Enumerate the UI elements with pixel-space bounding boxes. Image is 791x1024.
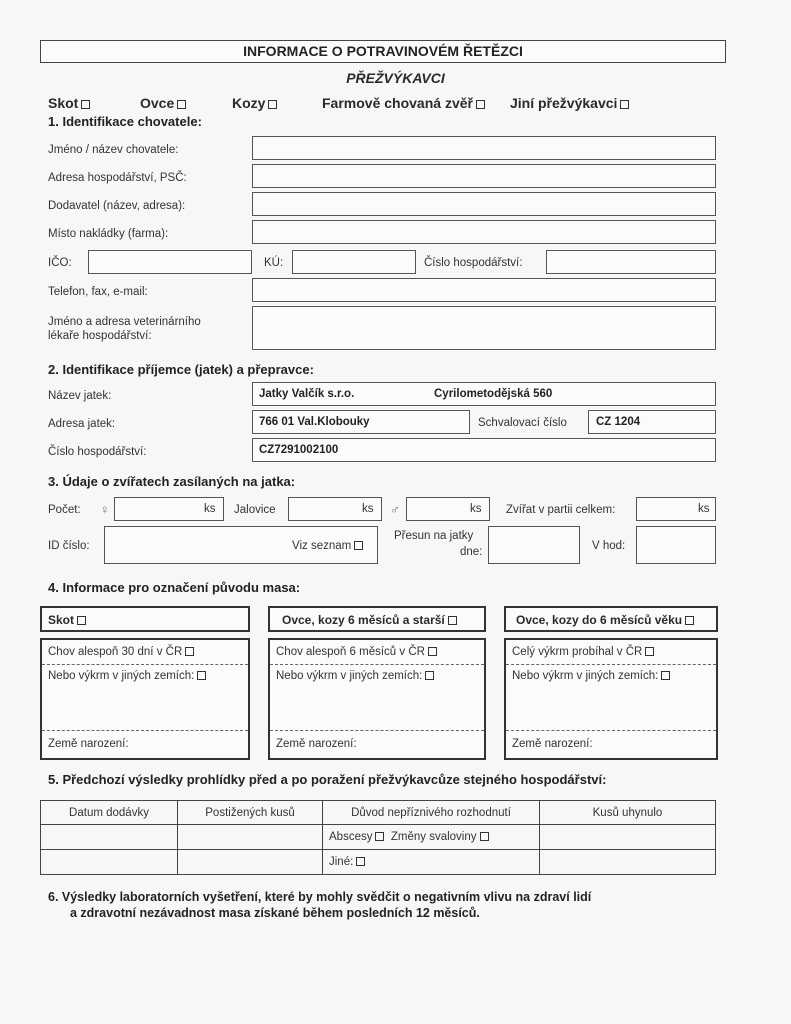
cattle-divider-2 (42, 730, 248, 731)
farm-address-label: Adresa hospodářství, PSČ: (48, 172, 187, 184)
heifers-label: Jalovice (234, 504, 276, 516)
checkbox-farm-game[interactable] (476, 100, 485, 109)
approval-number-label: Schvalovací číslo (478, 417, 567, 429)
col-delivery-date: Datum dodávky (41, 801, 178, 825)
contact-field[interactable] (252, 278, 716, 302)
hour-label: V hod: (592, 540, 626, 552)
checkbox-ovce[interactable] (177, 100, 186, 109)
id-number-label: ID číslo: (48, 540, 90, 552)
loading-place-label: Místo nakládky (farma): (48, 228, 169, 240)
cell-reason-1: Abscesy Změny svaloviny (323, 825, 540, 850)
cell-affected-2[interactable] (178, 850, 323, 875)
sheep-young-other-countries[interactable]: Nebo výkrm v jiných zemích: (512, 670, 670, 682)
supplier-label: Dodavatel (název, adresa): (48, 200, 186, 212)
animal-ovce[interactable]: Ovce (140, 95, 186, 111)
checkbox-sheep-older[interactable] (448, 616, 457, 625)
checkbox-sheep-older-6months[interactable] (428, 647, 437, 656)
breeder-name-label: Jméno / název chovatele: (48, 144, 179, 156)
female-ks-unit: ks (204, 503, 216, 515)
form-title: INFORMACE O POTRAVINOVÉM ŘETĚZCI (243, 43, 523, 59)
sheep-young-divider-2 (506, 730, 716, 731)
slaughterhouse-name-value: Jatky Valčík s.r.o. (259, 388, 355, 400)
contact-label: Telefon, fax, e-mail: (48, 286, 148, 298)
sheep-young-line1[interactable]: Celý výkrm probíhal v ČR (512, 646, 654, 658)
slaughterhouse-name-label: Název jatek: (48, 390, 112, 402)
table-header-row (41, 801, 716, 825)
cell-reason-2: Jiné: (323, 850, 540, 875)
sheep-older-divider-1 (270, 664, 484, 665)
checkbox-sheep-young[interactable] (685, 616, 694, 625)
checkbox-other[interactable] (620, 100, 629, 109)
cell-died-2[interactable] (540, 850, 716, 875)
sheep-older-title[interactable]: Ovce, kozy 6 měsíců a starší (282, 613, 457, 627)
sheep-older-line1[interactable]: Chov alespoň 6 měsíců v ČR (276, 646, 437, 658)
approval-number-value: CZ 1204 (596, 416, 641, 428)
slaughterhouse-address-value: 766 01 Val.Klobouky (259, 416, 370, 428)
total-animals-label: Zvířat v partii celkem: (506, 504, 616, 516)
animal-farm-game[interactable]: Farmově chovaná zvěř (322, 95, 485, 111)
vet-label-line2: lékaře hospodářství: (48, 330, 152, 342)
checkbox-skot[interactable] (81, 100, 90, 109)
sheep-young-birth-country: Země narození: (512, 738, 593, 750)
cattle-birth-country: Země narození: (48, 738, 129, 750)
animal-skot[interactable]: Skot (48, 95, 90, 111)
slaughterhouse-address-label: Adresa jatek: (48, 418, 116, 430)
farm-number-label: Číslo hospodářství: (424, 257, 523, 269)
checkbox-sheep-young-full[interactable] (645, 647, 654, 656)
checkbox-sheep-young-other[interactable] (661, 671, 670, 680)
ku-label: KÚ: (264, 257, 284, 269)
sheep-young-title-box (504, 606, 718, 632)
section-3-heading: 3. Údaje o zvířatech zasílaných na jatka: (48, 474, 296, 489)
sheep-older-birth-country: Země narození: (276, 738, 357, 750)
sheep-older-title-box (268, 606, 486, 632)
loading-place-field[interactable] (252, 220, 716, 244)
section-6-line1: 6. Výsledky laboratorních vyšetření, které by mohly svědčit o negativním vlivu na zdraví lidí (48, 890, 592, 904)
ku-field[interactable] (292, 250, 416, 274)
form-subtitle: PŘEŽVÝKAVCI (346, 70, 445, 86)
table-row (41, 850, 716, 875)
ico-label: IČO: (48, 257, 72, 269)
slaughterhouse-farm-label: Číslo hospodářství: (48, 446, 147, 458)
supplier-field[interactable] (252, 192, 716, 216)
col-affected-count: Postižených kusů (178, 801, 323, 825)
animal-other[interactable]: Jiní přežvýkavci (510, 95, 629, 111)
count-label: Počet: (48, 504, 81, 516)
cattle-other-countries[interactable]: Nebo výkrm v jiných zemích: (48, 670, 206, 682)
section-5-heading: 5. Předchozí výsledky prohlídky před a po poražení přežvýkavcůze stejného hospodářství: (48, 772, 607, 787)
breeder-name-field[interactable] (252, 136, 716, 160)
cell-affected-1[interactable] (178, 825, 323, 850)
farm-number-field[interactable] (546, 250, 716, 274)
slaughterhouse-street-value: Cyrilometodějská 560 (434, 388, 553, 400)
checkbox-cattle[interactable] (77, 616, 86, 625)
sheep-older-divider-2 (270, 730, 484, 731)
checkbox-abscess[interactable] (375, 832, 384, 841)
slaughterhouse-farm-value: CZ7291002100 (259, 444, 339, 456)
section-4-heading: 4. Informace pro označení původu masa: (48, 580, 301, 595)
checkbox-muscle[interactable] (480, 832, 489, 841)
sheep-older-other-countries[interactable]: Nebo výkrm v jiných zemích: (276, 670, 434, 682)
cell-died-1[interactable] (540, 825, 716, 850)
section-2-heading: 2. Identifikace příjemce (jatek) a přepravce: (48, 362, 314, 377)
checkbox-see-list[interactable] (354, 541, 363, 550)
inspection-results-table (40, 800, 716, 875)
checkbox-cattle-30days[interactable] (185, 647, 194, 656)
checkbox-cattle-other[interactable] (197, 671, 206, 680)
sheep-young-title[interactable]: Ovce, kozy do 6 měsíců věku (516, 613, 694, 627)
col-reason: Důvod nepříznivého rozhodnutí (323, 801, 540, 825)
transfer-label-line1: Přesun na jatky (394, 530, 474, 542)
male-icon: ♂ (390, 502, 400, 517)
transfer-date-field[interactable] (488, 526, 580, 564)
total-ks-unit: ks (698, 503, 710, 515)
cattle-title-box (40, 606, 250, 632)
heifers-ks-unit: ks (362, 503, 374, 515)
cell-date-2[interactable] (41, 850, 178, 875)
see-list-label[interactable]: Viz seznam (292, 540, 363, 552)
male-ks-unit: ks (470, 503, 482, 515)
col-died-count: Kusů uhynulo (540, 801, 716, 825)
hour-field[interactable] (636, 526, 716, 564)
checkbox-sheep-older-other[interactable] (425, 671, 434, 680)
cell-date-1[interactable] (41, 825, 178, 850)
female-icon: ♀ (100, 502, 110, 517)
cattle-title[interactable]: Skot (48, 613, 86, 627)
ico-field[interactable] (88, 250, 252, 274)
cattle-line1[interactable]: Chov alespoň 30 dní v ČR (48, 646, 194, 658)
section-1-heading: 1. Identifikace chovatele: (48, 114, 202, 129)
table-row (41, 825, 716, 850)
animal-kozy[interactable]: Kozy (232, 95, 277, 111)
title-box (40, 40, 726, 63)
cattle-divider-1 (42, 664, 248, 665)
section-6-line2: a zdravotní nezávadnost masa získané během posledních 12 měsíců. (70, 906, 480, 920)
vet-label-line1: Jméno a adresa veterinárního (48, 316, 201, 328)
sheep-young-divider-1 (506, 664, 716, 665)
checkbox-kozy[interactable] (268, 100, 277, 109)
transfer-label-line2: dne: (460, 546, 483, 558)
checkbox-other-reason[interactable] (356, 857, 365, 866)
vet-field[interactable] (252, 306, 716, 350)
farm-address-field[interactable] (252, 164, 716, 188)
